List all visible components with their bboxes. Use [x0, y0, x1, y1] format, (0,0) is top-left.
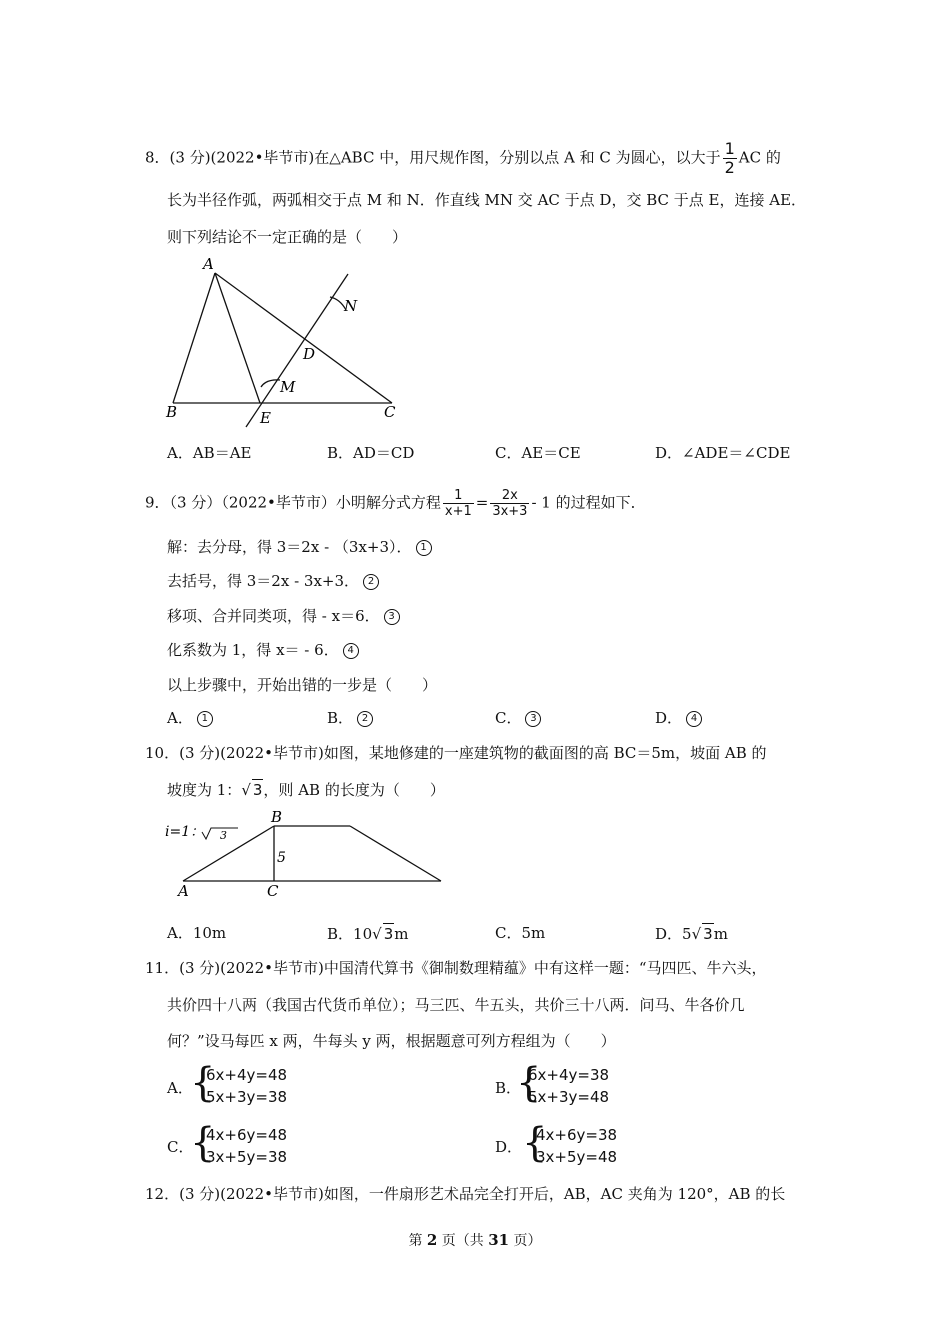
q9-question: 以上步骤中，开始出错的一步是（ ）: [167, 676, 438, 694]
label-m: M: [280, 378, 296, 396]
q11-option-a-label[interactable]: A．: [167, 1079, 193, 1097]
q10-option-b[interactable]: B．10√ 3m: [327, 925, 409, 943]
q9-option-a[interactable]: A． 1: [167, 708, 213, 728]
q11-option-a-system[interactable]: 6x+4y=48 5x+3y=38: [206, 1066, 288, 1106]
line-mn: [246, 274, 348, 427]
label-c: C: [384, 403, 396, 421]
q8-option-d[interactable]: D．∠ADE＝∠CDE: [655, 444, 791, 462]
brace-icon: {: [190, 1120, 216, 1166]
q11-option-d-label[interactable]: D．: [495, 1138, 523, 1156]
label-c: C: [267, 882, 279, 900]
page-footer: 第 2 页（共 31 页）: [408, 1231, 542, 1249]
q11-line1: 11．(3 分)(2022•毕节市)中国清代算书《御制数理精蕴》中有这样一题：“马四匹、牛六头，: [145, 959, 767, 977]
segment-ae: [215, 273, 260, 403]
q9-step-4: 化系数为 1，得 x＝ - 6． 4: [167, 640, 359, 660]
brace-icon: {: [190, 1060, 216, 1106]
q11-option-c-system[interactable]: 4x+6y=48 3x+5y=38: [206, 1126, 288, 1166]
q8-option-b[interactable]: B．AD＝CD: [327, 444, 415, 462]
q10-line2: 坡度为 1：√ 3，则 AB 的长度为（ ）: [167, 781, 445, 799]
circled-number-icon: 2: [357, 711, 373, 727]
sqrt-icon: √: [691, 925, 702, 943]
q9-option-c[interactable]: C． 3: [495, 708, 541, 728]
sqrt-icon: √: [372, 925, 382, 943]
page-total: 31: [488, 1231, 510, 1249]
q9-step-2: 去括号，得 3＝2x - 3x+3． 2: [167, 571, 379, 591]
q8-line2: 长为半径作弧，两弧相交于点 M 和 N．作直线 MN 交 AC 于点 D，交 BC 于点 E，连接 AE．: [167, 191, 807, 209]
label-e: E: [260, 409, 271, 427]
q8-line3: 则下列结论不一定正确的是（ ）: [167, 228, 408, 246]
q10-option-d[interactable]: D．5√ 3m: [655, 925, 728, 943]
label-b: B: [166, 403, 178, 421]
q8-line1: 8．(3 分)(2022•毕节市)在△ABC 中，用尺规作图，分别以点 A 和 C 为圆心，以大于 $\frac{1}{2}$ AC 的: [145, 139, 781, 177]
circled-number-icon: 1: [197, 711, 213, 727]
brace-icon: {: [516, 1060, 542, 1106]
q10-option-c[interactable]: C．5m: [495, 924, 546, 942]
slope-sqrt-value: 3: [220, 829, 227, 842]
q10-slope-figure: [160, 806, 450, 900]
circled-number-icon: 4: [343, 643, 359, 659]
q11-line3: 何？”设马每匹 x 两，牛每头 y 两，根据题意可列方程组为（ ）: [167, 1032, 616, 1050]
q9-step-3: 移项、合并同类项，得 - x＝6． 3: [167, 606, 400, 626]
q10-option-a[interactable]: A．10m: [167, 924, 227, 942]
label-d: D: [303, 345, 316, 363]
segment-ac: [215, 273, 392, 403]
circled-number-icon: 3: [525, 711, 541, 727]
q11-option-c-label[interactable]: C．: [167, 1138, 194, 1156]
circled-number-icon: 1: [416, 540, 432, 556]
label-a: A: [178, 882, 189, 900]
q8-option-c[interactable]: C．AE＝CE: [495, 444, 581, 462]
circled-number-icon: 4: [686, 711, 702, 727]
slope-label: i=1：: [165, 824, 205, 840]
q9-option-b[interactable]: B． 2: [327, 708, 373, 728]
circled-number-icon: 3: [384, 609, 400, 625]
fraction-one-half: $\frac{1}{2}$: [724, 139, 735, 177]
q11-option-d-system[interactable]: 4x+6y=38 3x+5y=48: [536, 1126, 618, 1166]
q8-triangle-figure: [160, 255, 420, 430]
q12-line1: 12．(3 分)(2022•毕节市)如图，一件扇形艺术品完全打开后，AB，AC 夹角为 120°，AB 的长: [145, 1185, 786, 1203]
q11-option-b-system[interactable]: 6x+4y=38 5x+3y=48: [528, 1066, 610, 1106]
q9-step-1: 解：去分母，得 3＝2x - （3x+3）． 1: [167, 537, 432, 557]
q8-option-a[interactable]: A．AB＝AE: [167, 444, 252, 462]
q11-option-b-label[interactable]: B．: [495, 1079, 522, 1097]
fraction-2x-over-3x-plus-3: $\frac{2x}{3x+3}$: [492, 488, 528, 519]
q9-line1: 9．（3 分）（2022•毕节市）小明解分式方程 $\frac{1}{x+1}$ = $\frac{2x}{3x+3}$ - 1 的过程如下．: [145, 488, 646, 519]
label-b: B: [271, 808, 283, 826]
label-n: N: [344, 297, 358, 315]
brace-icon: {: [522, 1120, 548, 1166]
sqrt-icon: √: [241, 781, 251, 799]
segment-right-slope: [350, 826, 441, 881]
fraction-1-over-x-plus-1: $\frac{1}{x+1}$: [444, 488, 472, 519]
q11-line2: 共价四十八两（我国古代货币单位）；马三匹、牛五头，共价三十八两．问马、牛各价几: [167, 996, 745, 1014]
circled-number-icon: 2: [363, 574, 379, 590]
label-a: A: [203, 255, 214, 273]
page-number: 2: [426, 1231, 438, 1249]
q10-line1: 10．(3 分)(2022•毕节市)如图，某地修建的一座建筑物的截面图的高 BC＝5m，坡面 AB 的: [145, 744, 767, 762]
q9-option-d[interactable]: D． 4: [655, 708, 702, 728]
segment-ab: [173, 273, 215, 403]
height-label: 5: [277, 850, 286, 866]
